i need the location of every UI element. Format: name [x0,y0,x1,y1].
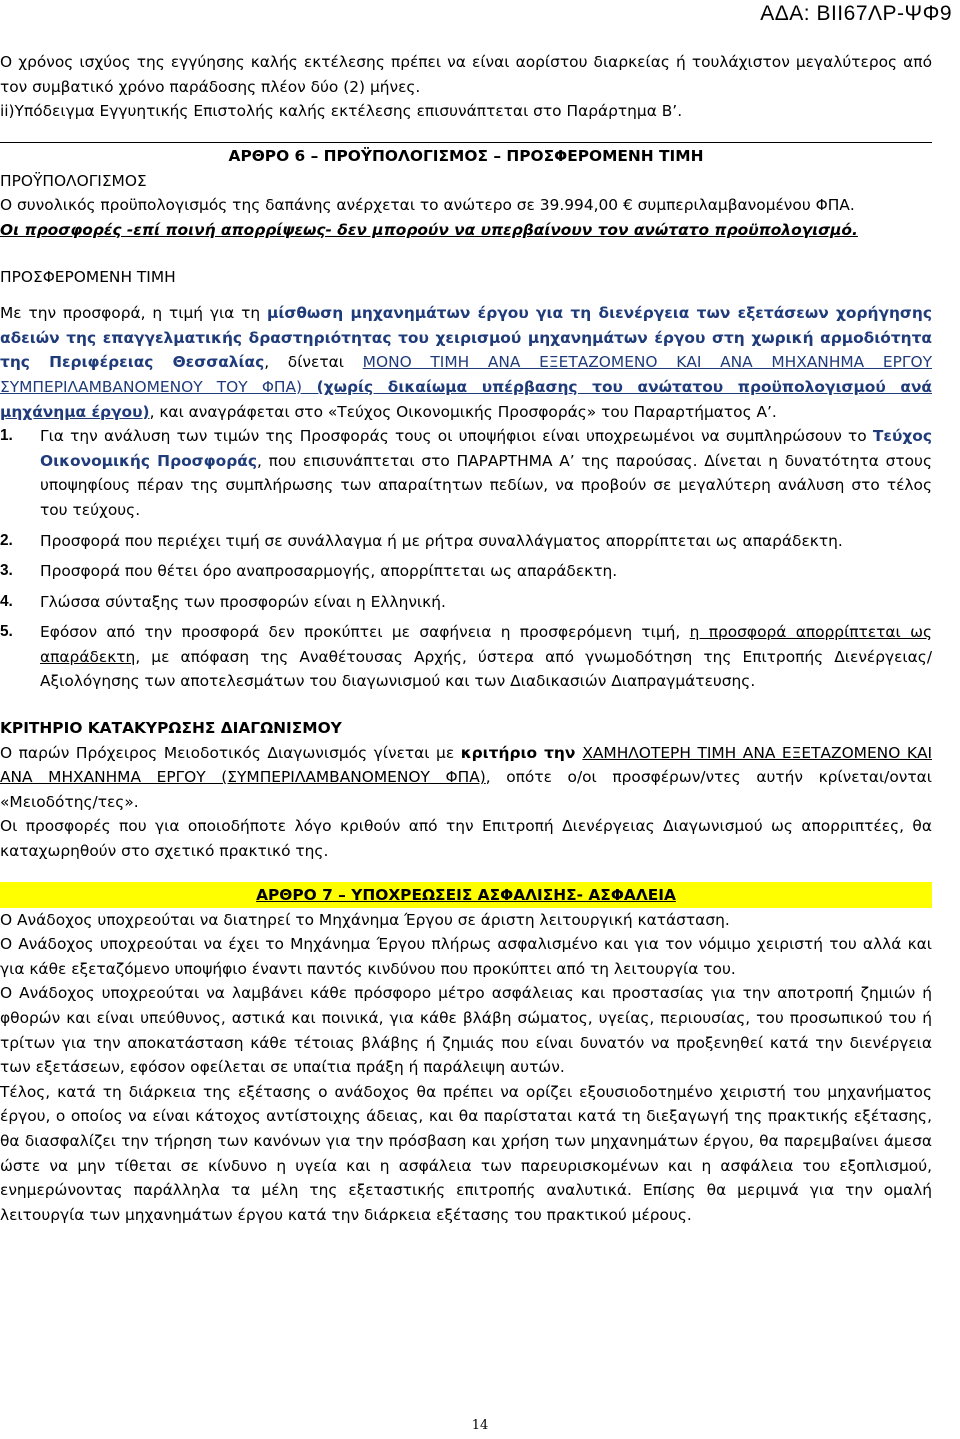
intro-paragraph: Ο χρόνος ισχύος της εγγύησης καλής εκτέλεσης πρέπει να είναι αορίστου διαρκείας ή τουλάχιστον μεγαλύτερος από τον συμβατικό χρόνο παράδοσης πλέον δύο (2) μήνες. [0,53,932,96]
article-7-paragraph: Ο Ανάδοχος υποχρεούται να έχει το Μηχάνημα Έργου πλήρως ασφαλισμένο και για τον νόμιμο χειριστή του αλλά και για κάθε εξεταζόμενο υποψήφιο έναντι παντός κινδύνου που προκύπτει από τη λειτουργία του. [0,935,932,978]
article-7-title [0,882,932,908]
article-7-paragraph: Ο Ανάδοχος υποχρεούται να διατηρεί το Μηχάνημα Έργου σε άριστη λειτουργική κατάσταση. [0,910,730,929]
list-item-number: 5. [0,623,13,641]
budget-text: Ο συνολικός προϋπολογισμός της δαπάνης ανέρχεται το ανώτερο σε 39.994,00 € συμπεριλαμβανομένου ΦΠΑ. [0,196,855,215]
list-item-number: 2. [0,531,13,549]
list-item-text: Για την ανάλυση των τιμών της Προσφοράς τους οι υποψήφιοι είναι υποχρεωμένοι να συμπληρώσουν το [40,427,873,446]
budget-heading: ΠΡΟΫΠΟΛΟΓΙΣΜΟΣ [0,171,147,190]
criterion-text-c: ΧΑΜΗΛΟΤΕΡΗ ΤΙΜΗ ΑΝΑ ΕΞΕΤΑΖΟΜΕΝΟ ΚΑΙ ΑΝΑ ΜΗΧΑΝΗΜΑ ΕΡΓΟΥ (ΣΥΜΠΕΡΙΛΑΜΒΑΝΟΜΕΝΟΥ ΦΠΑ) [0,743,933,787]
criterion-text-a: Ο παρών Πρόχειρος Μειοδοτικός Διαγωνισμός γίνεται με [0,743,461,762]
budget-warning: Οι προσφορές -επί ποινή απορρίψεως- δεν μπορούν να υπερβαίνουν τον ανώτατο προϋπολογισμό. [0,220,858,239]
list-item [0,590,932,615]
price-text-b: μίσθωση μηχανημάτων έργου για τη διενέργεια των εξετάσεων χορήγησης αδειών της επαγγελματικής δραστηριότητας του χειρισμού μηχανημάτων έργου στη χωρική αρμοδιότητα της Περιφέρειας Θεσσαλίας [0,304,932,372]
list-item-text: Εφόσον από την προσφορά δεν προκύπτει με σαφήνεια η προσφερόμενη τιμή, [40,623,690,642]
page-number: 14 [471,1418,489,1433]
list-item [0,424,932,522]
price-text-e: (χωρίς δικαίωμα υπέρβασης του ανώτατου προϋπολογισμού ανά μηχάνημα έργου) [0,377,933,421]
price-paragraph [0,301,932,424]
list-item [0,620,932,694]
criterion-text-b: κριτήριο την [460,743,583,762]
criterion-heading: ΚΡΙΤΗΡΙΟ ΚΑΤΑΚΥΡΩΣΗΣ ΔΙΑΓΩΝΙΣΜΟΥ [0,719,342,738]
criterion-paragraph [0,741,932,815]
price-text-d: ΜΟΝΟ ΤΙΜΗ ΑΝΑ ΕΞΕΤΑΖΟΜΕΝΟ ΚΑΙ ΑΝΑ ΜΗΧΑΝΗΜΑ ΕΡΓΟΥ ΣΥΜΠΕΡΙΛΑΜΒΑΝΟΜΕΝΟΥ ΤΟΥ ΦΠΑ) [0,353,932,396]
list-item-text-rest: , με απόφαση της Αναθέτουσας Αρχής, ύστερα από γνωμοδότηση της Επιτροπής Διενέργειας/Αξιολόγησης των αποτελεσμάτων του διαγωνισμού και των Διαδικασιών Διαπραγμάτευσης. [40,647,932,691]
document-body [0,50,932,1227]
price-text-f: , και αναγράφεται στο «Τεύχος Οικονομικής Προσφοράς» του Παραρτήματος Α’. [149,402,777,421]
list-item-text-rest: , που επισυνάπτεται στο ΠΑΡΑΡΤΗΜΑ Α’ της παρούσας. Δίνεται η δυνατότητα στους υποψηφίους πέραν της συμπλήρωσης των απαραίτητων πεδίων, να προβούν σε μεγαλύτερη ανάλυση στο τέλος του τεύχους. [40,451,932,519]
list-item-underlined: η προσφορά απορρίπτεται ως απαράδεκτη [40,623,932,666]
article-7-paragraph: Ο Ανάδοχος υποχρεούται να λαμβάνει κάθε πρόσφορο μέτρο ασφάλειας και προστασίας για την αποτροπή ζημιών ή φθορών και είναι υπεύθυνος, αστικά και ποινικά, για κάθε βλάβη σώματος, υγείας, περιουσίας, του προσωπικού του ή τρίτων για την αποκατάσταση κάθε τέτοιας βλάβης ή ζημιάς που είναι δυνατόν να προξενηθεί κατά την διενέργεια των εξετάσεων, εφόσον οφείλεται σε υπαίτια πράξη ή παράλειψη αυτών. [0,984,932,1077]
price-text-c: , δίνεται [264,353,363,372]
list-item-text: Προσφορά που θέτει όρο αναπροσαρμογής, απορρίπτεται ως απαράδεκτη. [40,562,618,581]
price-text-a: Με την προσφορά, η τιμή για τη [0,304,268,323]
list-item-text: Γλώσσα σύνταξης των προσφορών είναι η Ελληνική. [40,592,446,611]
list-item-number: 1. [0,427,13,445]
list-item [0,529,932,554]
list-item-number: 4. [0,592,13,610]
article-7-paragraph: Τέλος, κατά τη διάρκεια της εξέτασης ο ανάδοχος θα πρέπει να ορίζει εξουσιοδοτημένο χειριστή του μηχανήματος έργου, ο οποίος να είναι κάτοχος αντίστοιχης άδειας, και θα παρίσταται κατά τη διεξαγωγή της πρακτικής εξέτασης, θα διασφαλίζει την τήρηση των κανόνων για την πρόσβαση και χρήση των μηχανημάτων έργου, θα παρεμβαίνει άμεσα ώστε να μην τίθεται σε κίνδυνο η υγεία και η ασφάλεια των παρευρισκομένων και η ασφάλεια του εξοπλισμού, ενημερώνοντας παράλληλα τα μέλη της εξεταστικής επιτροπής αναλυτικά. Επίσης θα μεριμνά για την ομαλή λειτουργία των μηχανημάτων έργου κατά την διάρκεια εξέτασης του πρακτικού μέρους. [0,1082,932,1224]
list-item-number: 3. [0,562,13,580]
list-item [0,559,932,584]
article-7-title-text: ΑΡΘΡΟ 7 – ΥΠΟΧΡΕΩΣΕΙΣ ΑΣΦΑΛΙΣΗΣ- ΑΣΦΑΛΕΙΑ [256,885,676,904]
intro-paragraph-annex: ii)Υπόδειγμα Εγγυητικής Επιστολής καλής εκτέλεσης επισυνάπτεται στο Παράρτημα Β’. [0,102,683,121]
criterion-text-d: , οπότε ο/οι προσφέρων/ντες αυτήν κρίνεται/ονται «Μειοδότης/τες». [0,768,932,811]
criterion-paragraph-2: Οι προσφορές που για οποιοδήποτε λόγο κριθούν από την Επιτροπή Διενέργειας Διαγωνισμού ως απορριπτέες, θα καταχωρηθούν στο σχετικό πρακτικό της. [0,817,932,861]
price-heading: ΠΡΟΣΦΕΡΟΜΕΝΗ ΤΙΜΗ [0,267,176,286]
article-6-title: ΑΡΘΡΟ 6 – ΠΡΟΫΠΟΛΟΓΙΣΜΟΣ – ΠΡΟΣΦΕΡΟΜΕΝΗ ΤΙΜΗ [0,142,932,169]
list-item-bold: Τεύχος Οικονομικής Προσφοράς [40,427,932,470]
ada-code: ΑΔΑ: ΒΙΙ67ΛΡ-ΨΦ9 [760,2,952,25]
list-item-text: Προσφορά που περιέχει τιμή σε συνάλλαγμα ή με ρήτρα συναλλάγματος απορρίπτεται ως απαράδεκτη. [40,531,843,550]
